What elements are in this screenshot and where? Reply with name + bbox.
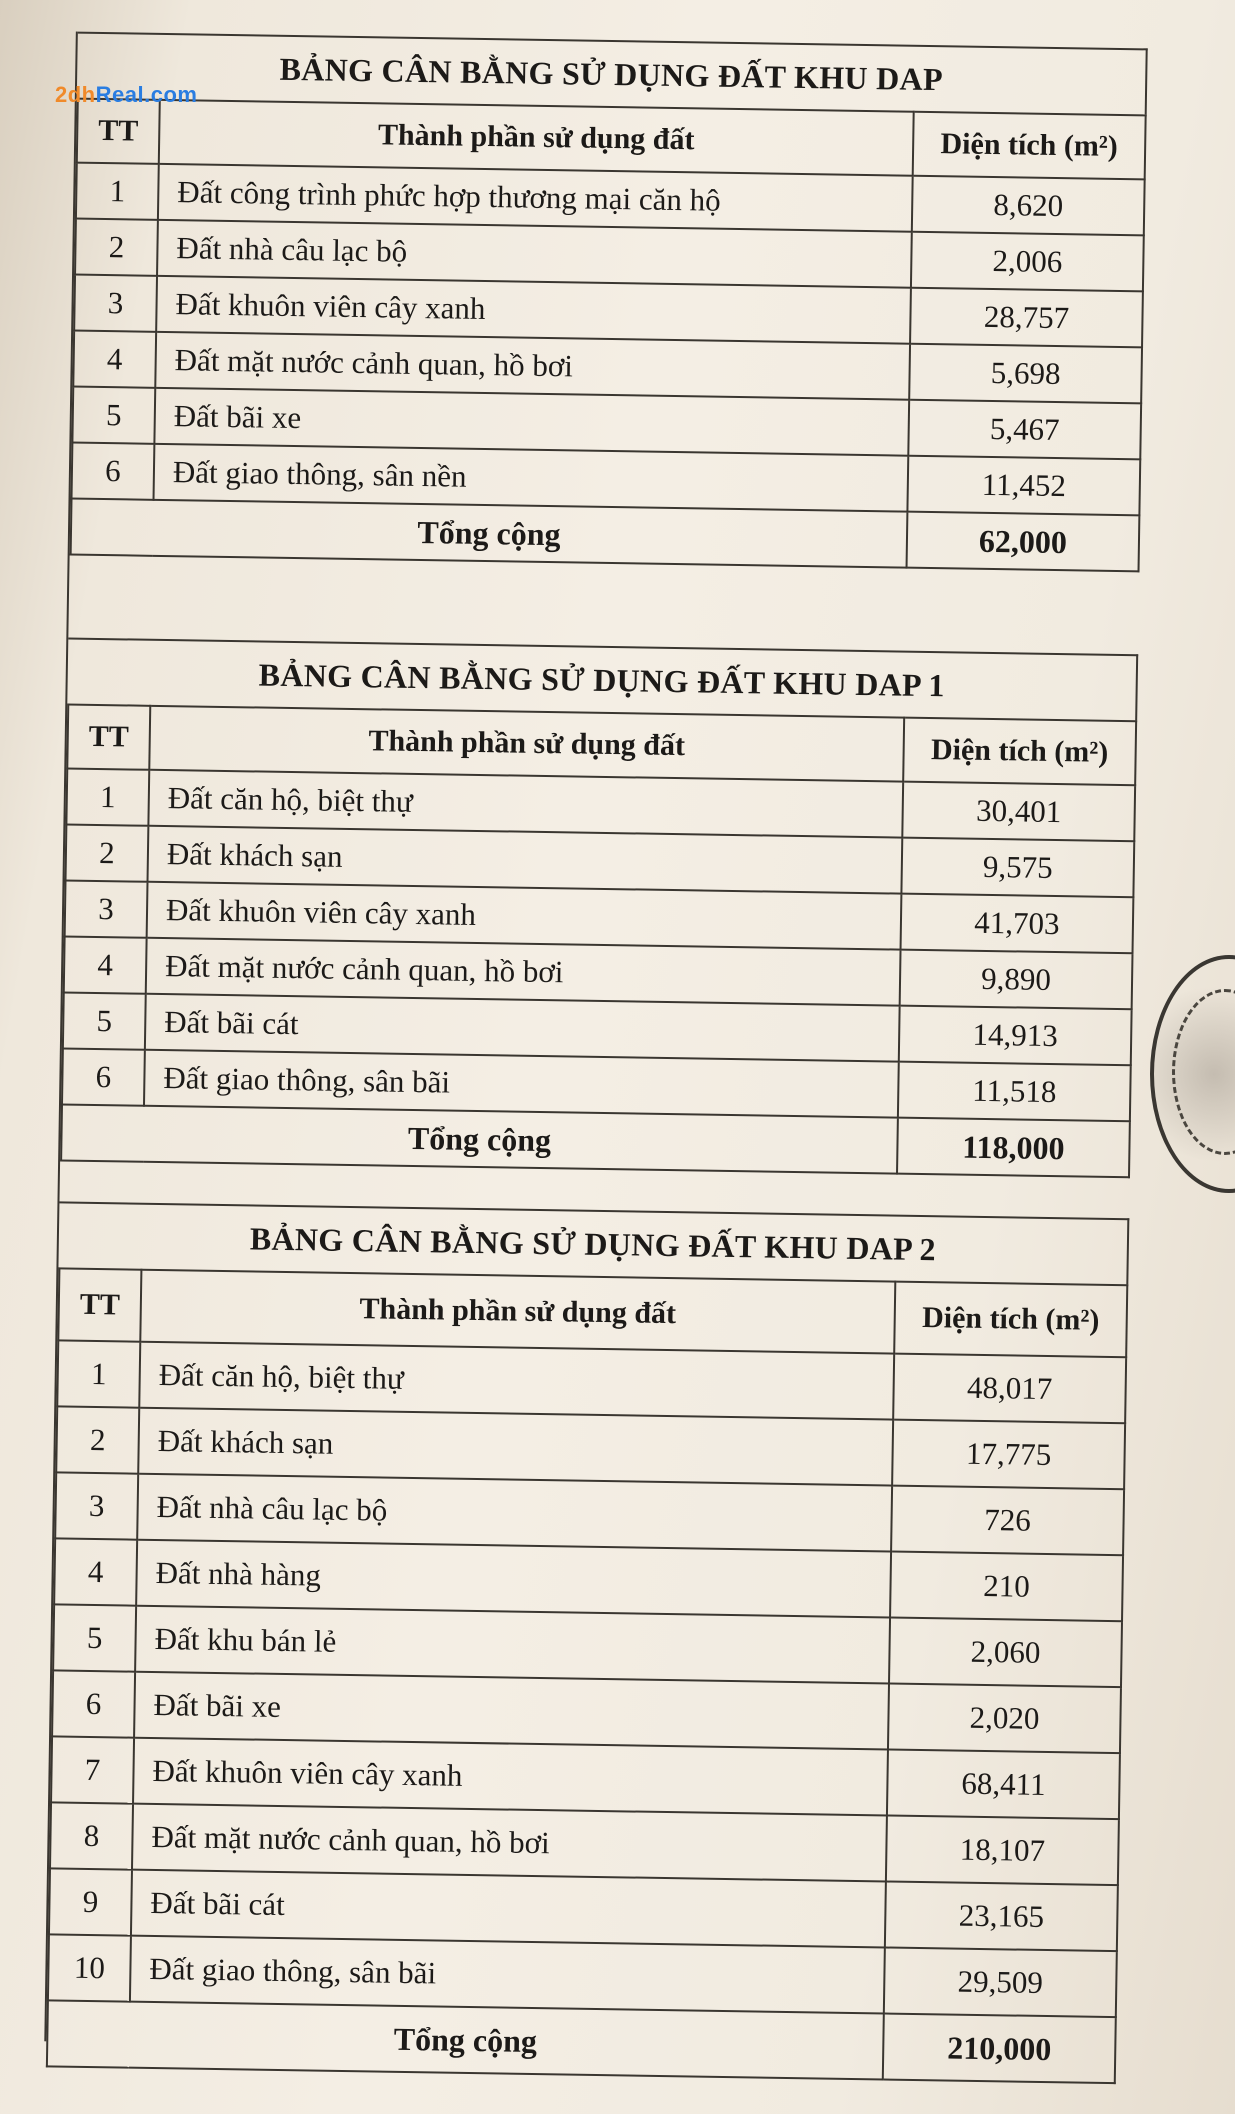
row-area: 68,411: [887, 1750, 1120, 1820]
total-value: 210,000: [883, 2013, 1116, 2083]
row-area: 11,518: [898, 1062, 1131, 1122]
row-area: 17,775: [892, 1420, 1125, 1490]
row-tt: 6: [62, 1048, 145, 1105]
row-name: Đất nhà hàng: [136, 1540, 891, 1618]
row-name: Đất khách sạn: [148, 826, 903, 894]
row-area: 30,401: [902, 782, 1135, 842]
header-area: Diện tích (m²): [903, 718, 1136, 786]
row-name: Đất giao thông, sân nền: [154, 444, 909, 512]
row-area: 23,165: [885, 1881, 1118, 1951]
row-name: Đất mặt nước cảnh quan, hồ bơi: [155, 332, 910, 400]
row-name: Đất bãi cát: [145, 994, 900, 1062]
row-name: Đất khuôn viên cây xanh: [147, 882, 902, 950]
total-value: 118,000: [897, 1118, 1130, 1178]
row-tt: 2: [56, 1406, 139, 1473]
table-title: BẢNG CÂN BẰNG SỬ DỤNG ĐẤT KHU DAP 1: [67, 638, 1138, 721]
table-title: BẢNG CÂN BẰNG SỬ DỤNG ĐẤT KHU DAP 2: [58, 1201, 1129, 1284]
table-khu-dap-1: [60, 638, 1138, 1179]
row-tt: 4: [73, 331, 156, 388]
header-area: Diện tích (m²): [894, 1282, 1127, 1358]
row-name: Đất giao thông, sân bãi: [144, 1050, 899, 1118]
row-area: 11,452: [907, 456, 1140, 516]
row-area: 28,757: [910, 288, 1143, 348]
row-area: 18,107: [886, 1816, 1119, 1886]
row-name: Đất mặt nước cảnh quan, hồ bơi: [132, 1804, 887, 1882]
header-name: Thành phần sử dụng đất: [149, 706, 904, 782]
land-use-table: [70, 98, 1147, 573]
row-area: 14,913: [899, 1006, 1132, 1066]
row-name: Đất công trình phức hợp thương mại căn hộ: [158, 164, 913, 232]
total-value: 62,000: [907, 512, 1140, 572]
row-name: Đất khuôn viên cây xanh: [156, 276, 911, 344]
row-tt: 3: [74, 275, 157, 332]
row-area: 41,703: [901, 894, 1134, 954]
row-name: Đất bãi xe: [134, 1672, 889, 1750]
row-area: 2,060: [889, 1618, 1122, 1688]
header-name: Thành phần sử dụng đất: [140, 1270, 895, 1354]
row-tt: 3: [55, 1472, 138, 1539]
row-name: Đất khu bán lẻ: [135, 1606, 890, 1684]
row-area: 9,575: [901, 838, 1134, 898]
document-page: [44, 32, 1167, 2067]
row-name: Đất giao thông, sân bãi: [130, 1936, 885, 2014]
header-tt: TT: [67, 705, 150, 770]
row-name: Đất bãi cát: [131, 1870, 886, 1948]
row-tt: 6: [52, 1670, 135, 1737]
row-area: 48,017: [893, 1354, 1126, 1424]
row-name: Đất căn hộ, biệt thự: [139, 1342, 894, 1420]
row-area: 5,698: [909, 344, 1142, 404]
total-label: Tổng cộng: [61, 1104, 898, 1173]
row-name: Đất khách sạn: [138, 1408, 893, 1486]
row-tt: 4: [64, 936, 147, 993]
stamp-inner-ring: [1172, 989, 1235, 1155]
land-use-table: [46, 1267, 1128, 2084]
row-name: Đất căn hộ, biệt thự: [148, 770, 903, 838]
header-tt: TT: [77, 99, 160, 164]
row-area: 29,509: [884, 1947, 1117, 2017]
header-area: Diện tích (m²): [913, 112, 1146, 180]
row-name: Đất mặt nước cảnh quan, hồ bơi: [146, 938, 901, 1006]
row-name: Đất nhà câu lạc bộ: [137, 1474, 892, 1552]
row-name: Đất nhà câu lạc bộ: [157, 220, 912, 288]
row-tt: 7: [51, 1736, 134, 1803]
watermark-brand: 2dh: [55, 82, 96, 107]
watermark-suffix: Real.com: [95, 82, 198, 107]
row-tt: 2: [75, 219, 158, 276]
row-tt: 3: [65, 880, 148, 937]
row-area: 9,890: [900, 950, 1133, 1010]
row-tt: 10: [48, 1934, 131, 2001]
row-tt: 1: [76, 163, 159, 220]
row-area: 2,006: [911, 232, 1144, 292]
total-label: Tổng cộng: [71, 499, 908, 568]
header-tt: TT: [58, 1268, 141, 1341]
row-name: Đất bãi xe: [154, 388, 909, 456]
header-name: Thành phần sử dụng đất: [159, 100, 914, 176]
total-label: Tổng cộng: [47, 2000, 884, 2079]
row-area: 2,020: [888, 1684, 1121, 1754]
row-name: Đất khuôn viên cây xanh: [133, 1738, 888, 1816]
row-area: 5,467: [908, 400, 1141, 460]
row-tt: 5: [72, 387, 155, 444]
table-khu-dap-2: [46, 1201, 1129, 2084]
table-khu-dap: [70, 32, 1148, 573]
row-tt: 9: [49, 1868, 132, 1935]
row-area: 726: [891, 1486, 1124, 1556]
watermark-logo: [55, 82, 197, 108]
row-tt: 8: [50, 1802, 133, 1869]
row-tt: 6: [72, 443, 155, 500]
table-title: BẢNG CÂN BẰNG SỬ DỤNG ĐẤT KHU DAP: [77, 32, 1148, 115]
row-tt: 5: [53, 1604, 136, 1671]
row-area: 210: [890, 1552, 1123, 1622]
row-tt: 5: [63, 992, 146, 1049]
row-tt: 2: [66, 824, 149, 881]
row-tt: 4: [54, 1538, 137, 1605]
land-use-table: [60, 703, 1137, 1178]
row-area: 8,620: [912, 176, 1145, 236]
row-tt: 1: [66, 769, 149, 826]
row-tt: 1: [57, 1340, 140, 1407]
